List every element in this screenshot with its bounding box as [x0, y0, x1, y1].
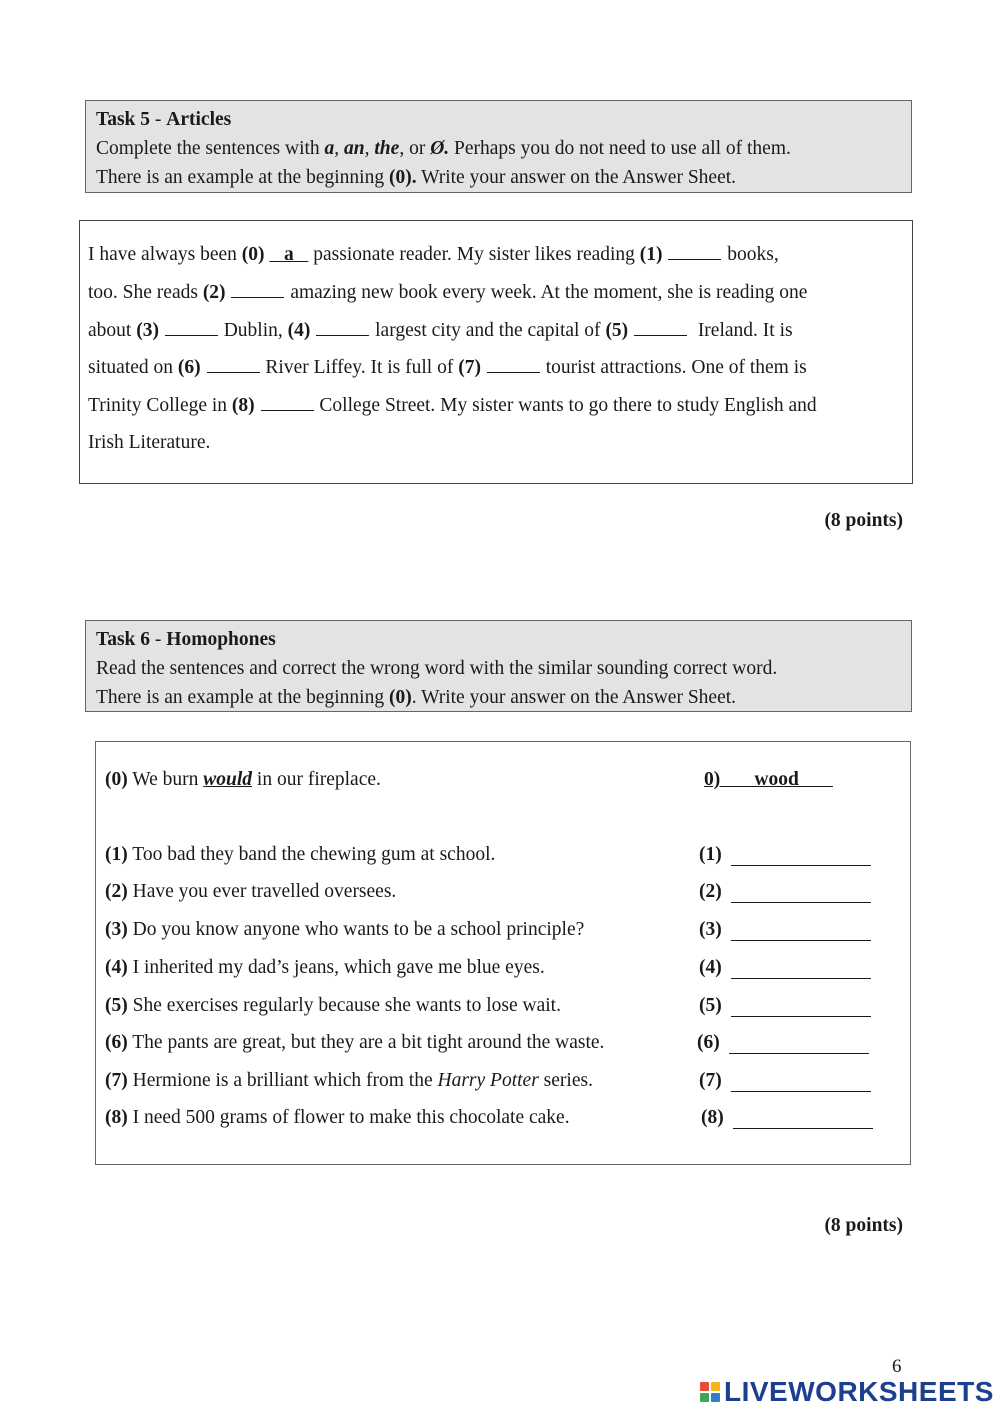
sentence-2: (2) Have you ever travelled oversees. [105, 881, 397, 902]
task6-header [85, 620, 912, 712]
sentence-1: (1) Too bad they band the chewing gum at school. [105, 844, 496, 865]
task5-line-4: situated on (6) River Liffey. It is full of (7) tourist attractions. One of them is [88, 357, 807, 378]
answer-line-8[interactable] [733, 1127, 873, 1129]
answer-line-7[interactable] [731, 1090, 871, 1092]
sentence-6: (6) The pants are great, but they are a bit tight around the waste. [105, 1032, 605, 1053]
sentence-3: (3) Do you know anyone who wants to be a school principle? [105, 919, 585, 940]
answer-label-5: (5) [699, 995, 722, 1016]
answer-line-5[interactable] [731, 1015, 871, 1017]
answer-label-8: (8) [701, 1107, 724, 1128]
blank-7[interactable] [487, 358, 540, 373]
sentence-4: (4) I inherited my dad’s jeans, which gave me blue eyes. [105, 957, 545, 978]
answer-label-3: (3) [699, 919, 722, 940]
example-answer: a [269, 244, 309, 265]
answer-label-2: (2) [699, 881, 722, 902]
task5-line-5: Trinity College in (8) College Street. My sister wants to go there to study English and [88, 395, 817, 416]
task5-points: (8 points) [824, 510, 903, 531]
task5-line-6: Irish Literature. [88, 432, 211, 453]
sentence-7: (7) Hermione is a brilliant which from the Harry Potter series. [105, 1070, 593, 1091]
answer-line-2[interactable] [731, 901, 871, 903]
task6-title: Task 6 - Homophones [96, 629, 276, 650]
blank-4[interactable] [316, 321, 369, 336]
answer-line-4[interactable] [731, 977, 871, 979]
answer-line-6[interactable] [729, 1052, 869, 1054]
blank-3[interactable] [165, 321, 218, 336]
example-sentence: (0) We burn would in our fireplace. [105, 769, 381, 790]
task6-instruction-1: Read the sentences and correct the wrong word with the similar sounding correct word. [96, 658, 778, 679]
sentence-5: (5) She exercises regularly because she wants to lose wait. [105, 995, 561, 1016]
task6-points: (8 points) [824, 1215, 903, 1236]
answer-label-1: (1) [699, 844, 722, 865]
task6-instruction-2: There is an example at the beginning (0). Write your answer on the Answer Sheet. [96, 687, 737, 708]
example-answer-wood: 0) wood [704, 769, 833, 790]
task5-title: Task 5 - Articles [96, 109, 232, 130]
task5-instruction-1: Complete the sentences with a, an, the, or Ø. Perhaps you do not need to use all of them. [96, 138, 791, 159]
task5-line-1: I have always been (0) a passionate reader. My sister likes reading (1) books, [88, 244, 779, 265]
sentence-8: (8) I need 500 grams of flower to make this chocolate cake. [105, 1107, 570, 1128]
task5-line-2: too. She reads (2) amazing new book every week. At the moment, she is reading one [88, 282, 808, 303]
answer-line-3[interactable] [731, 939, 871, 941]
answer-label-6: (6) [697, 1032, 720, 1053]
blank-2[interactable] [231, 283, 284, 298]
task5-line-3: about (3) Dublin, (4) largest city and the capital of (5) Ireland. It is [88, 320, 793, 341]
answer-line-1[interactable] [731, 864, 871, 866]
logo-text: LIVEWORKSHEETS [724, 1376, 994, 1407]
task5-header [85, 100, 912, 193]
blank-6[interactable] [207, 358, 260, 373]
answer-label-7: (7) [699, 1070, 722, 1091]
blank-5[interactable] [634, 321, 687, 336]
logo-icon [700, 1382, 720, 1402]
liveworksheets-logo [700, 1377, 994, 1407]
task6-box [95, 741, 911, 1165]
task5-instruction-2: There is an example at the beginning (0). Write your answer on the Answer Sheet. [96, 167, 737, 188]
blank-1[interactable] [668, 245, 721, 260]
page-number: 6 [892, 1356, 902, 1377]
blank-8[interactable] [261, 396, 314, 411]
answer-label-4: (4) [699, 957, 722, 978]
